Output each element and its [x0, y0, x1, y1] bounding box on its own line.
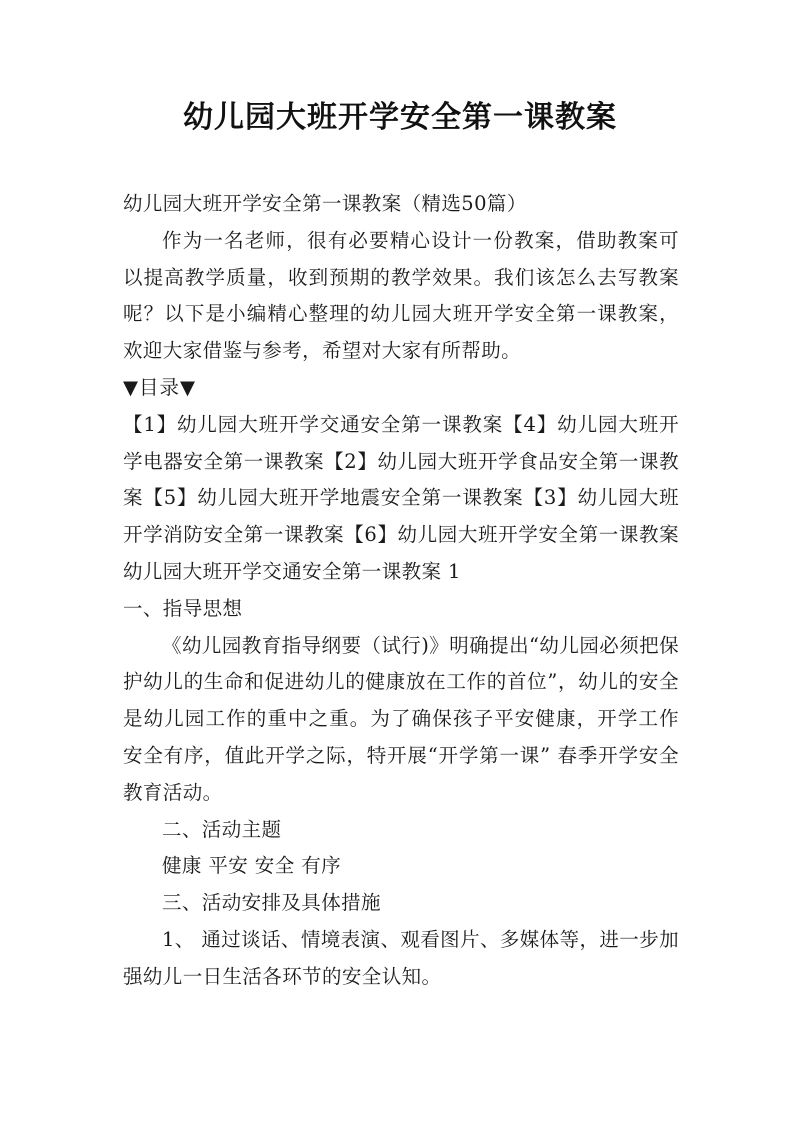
- document-title: 幼儿园大班开学安全第一课教案: [183, 100, 617, 135]
- intro-paragraph: 作为一名老师，很有必要精心设计一份教案，借助教案可以提高教学质量，收到预期的教学效果。我们该怎么去写教案呢？以下是小编精心整理的幼儿园大班开学安全第一课教案，欢迎大家借鉴与参考，希望对大家有所帮助。: [123, 228, 679, 363]
- section-heading-activity-arrangement: 三、活动安排及具体措施: [162, 891, 381, 915]
- section-heading-guiding-thought: 一、指导思想: [123, 596, 243, 620]
- guiding-thought-paragraph: 《幼儿园教育指导纲要（试行)》明确提出“幼儿园必须把保护幼儿的生命和促进幼儿的健康放在工作的首位”，幼儿的安全是幼儿园工作的重中之重。为了确保孩子平安健康，开学工作安全有序，值此开学之际，特开展“开学第一课” 春季开学安全教育活动。: [123, 633, 679, 804]
- section-heading-activity-theme: 二、活动主题: [162, 817, 282, 841]
- toc-list: 【1】幼儿园大班开学交通安全第一课教案【4】幼儿园大班开学电器安全第一课教案【2】幼儿园大班开学食品安全第一课教案【5】幼儿园大班开学地震安全第一课教案【3】幼儿园大班开学消防安全第一课教案【6】幼儿园大班开学安全第一课教案 幼儿园大班开学交通安全第一课教案 1: [123, 412, 719, 583]
- measure-item-1: 1、 通过谈话、情境表演、观看图片、多媒体等，进一步加强幼儿一日生活各环节的安全认知。: [123, 927, 679, 988]
- activity-theme-text: 健康 平安 安全 有序: [162, 854, 341, 878]
- document-subtitle: 幼儿园大班开学安全第一课教案（精选50篇）: [123, 192, 527, 215]
- document-body: [123, 186, 719, 996]
- toc-heading: ▼目录▼: [123, 375, 196, 399]
